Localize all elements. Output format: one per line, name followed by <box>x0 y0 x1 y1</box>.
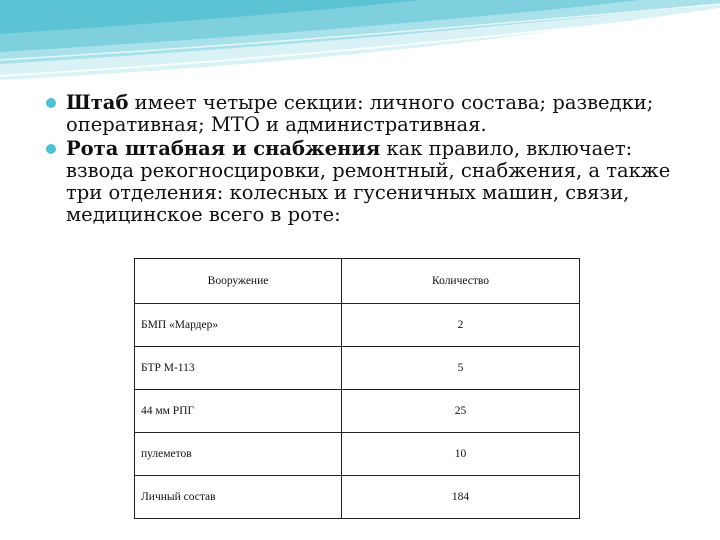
bullet-bold-term: Рота штабная и снабжения <box>66 137 381 160</box>
cell-quantity: 184 <box>342 476 580 519</box>
column-header-armament: Вооружение <box>135 259 342 304</box>
bullet-bold-term: Штаб <box>66 91 129 114</box>
cell-quantity: 25 <box>342 390 580 433</box>
table-row <box>135 390 580 433</box>
cell-armament: 44 мм РПГ <box>135 390 342 433</box>
header-wave-decoration <box>0 0 720 90</box>
table-header-row <box>135 259 580 304</box>
table-row <box>135 347 580 390</box>
cell-armament: Личный состав <box>135 476 342 519</box>
table-row <box>135 476 580 519</box>
bullet-text: как правило, включает: взвода рекогносцировки, ремонтный, снабжения, а также три отделения: колесных и гусеничных машин, связи, медицинское всего в роте: <box>66 137 671 226</box>
table-row <box>135 304 580 347</box>
column-header-quantity: Количество <box>342 259 580 304</box>
cell-armament: БТР М-113 <box>135 347 342 390</box>
table-row <box>135 433 580 476</box>
cell-quantity: 2 <box>342 304 580 347</box>
bullet-dot-icon <box>46 144 56 154</box>
armament-table <box>134 258 580 519</box>
bullet-headquarters <box>44 92 684 136</box>
slide-content <box>44 92 684 228</box>
bullet-dot-icon <box>46 98 56 108</box>
cell-quantity: 5 <box>342 347 580 390</box>
cell-quantity: 10 <box>342 433 580 476</box>
cell-armament: пулеметов <box>135 433 342 476</box>
cell-armament: БМП «Мардер» <box>135 304 342 347</box>
bullet-text: имеет четыре секции: личного состава; разведки; оперативная; МТО и административная. <box>66 91 654 136</box>
bullet-hq-supply-company <box>44 138 684 226</box>
